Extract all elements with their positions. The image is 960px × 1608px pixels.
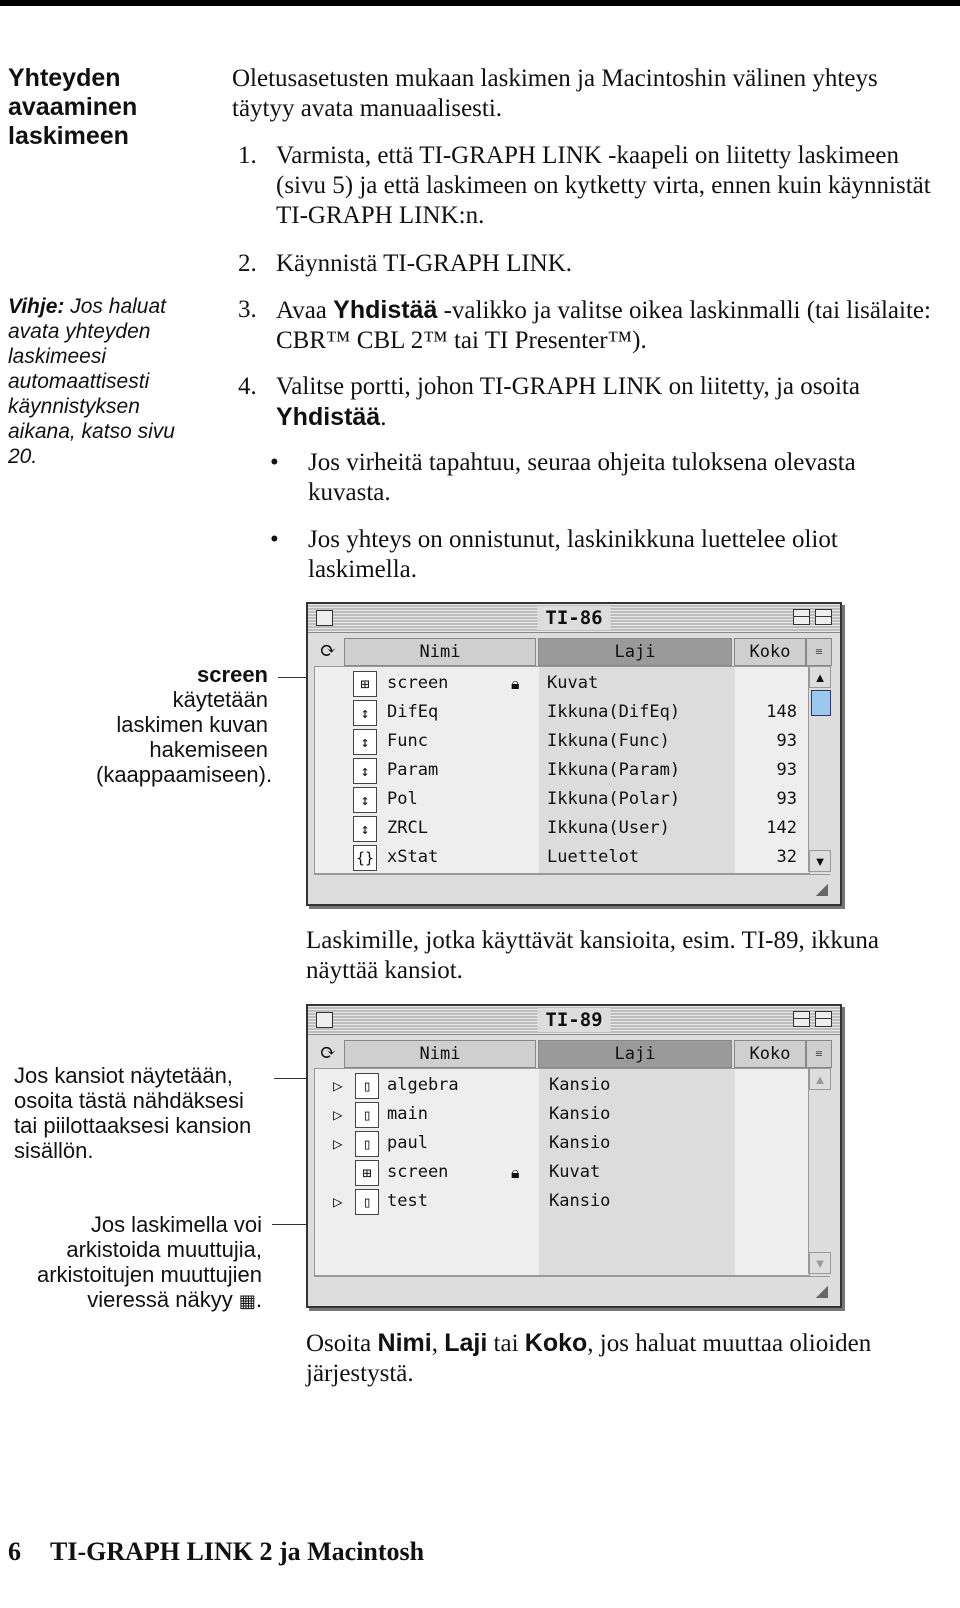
variable-file-icon: ↕ — [353, 700, 377, 726]
folder-icon: ▯ — [355, 1102, 379, 1128]
row-kind: Ikkuna(DifEq) — [547, 702, 681, 722]
row-name: test — [387, 1191, 428, 1211]
row-kind: Kansio — [549, 1104, 611, 1124]
bullet-icon: • — [270, 526, 279, 553]
menu-name: Yhdistää — [333, 296, 438, 324]
window-bottom-bar — [314, 1276, 830, 1301]
row-kind: Kansio — [549, 1133, 611, 1153]
zoom-box[interactable] — [793, 1011, 810, 1027]
row-size: 148 — [766, 702, 797, 722]
column-header-name[interactable]: Nimi — [344, 638, 536, 666]
row-kind: Ikkuna(Func) — [547, 731, 670, 751]
row-kind: Ikkuna(Polar) — [547, 789, 681, 809]
row-name: algebra — [387, 1075, 459, 1095]
refresh-icon[interactable]: ⟳ — [319, 1042, 337, 1064]
table-row[interactable] — [315, 669, 809, 698]
table-row[interactable] — [315, 1100, 809, 1129]
folder-icon: ▯ — [355, 1189, 379, 1215]
sort-size-label: Koko — [524, 1329, 588, 1357]
row-size: 142 — [766, 818, 797, 838]
column-header-kind[interactable]: Laji — [538, 638, 732, 666]
tip-text: Jos haluat avata yhteyden laskimeesi automaattisesti käynnistyksen aikana, katso sivu 20. — [8, 295, 175, 468]
folder-toggle-callout: Jos kansiot näytetään, osoita tästä nähdäksesi tai piilottaaksesi kansion sisällön. — [14, 1063, 252, 1163]
step-text: Valitse portti, johon TI-GRAPH LINK on liitetty, ja osoita Yhdistää. — [276, 373, 860, 431]
step-number: 3. — [238, 296, 257, 323]
row-name: Param — [387, 760, 439, 780]
scroll-down-arrow-icon[interactable]: ▼ — [809, 1252, 831, 1274]
step-number: 4. — [238, 373, 257, 400]
column-header-size[interactable]: Koko — [734, 638, 806, 666]
table-row[interactable] — [315, 1158, 809, 1187]
resize-grip-icon[interactable]: ◢ — [815, 881, 828, 898]
row-name: Func — [387, 731, 428, 751]
picture-file-icon: ⊞ — [355, 1160, 379, 1186]
row-name: paul — [387, 1133, 428, 1153]
vertical-scrollbar[interactable] — [808, 1068, 831, 1274]
archive-callout: Jos laskimella voi arkistoida muuttujia, arkistoitujen muuttujien vieressä näkyy ▦. — [36, 1212, 262, 1312]
screen-callout-text: käytetään laskimen kuvan hakemiseen (kaappaamiseen). — [96, 687, 273, 787]
folder-icon: ▯ — [355, 1131, 379, 1157]
sort-caption: Osoita Nimi, Laji tai Koko, jos haluat muuttaa olioiden järjestystä. — [306, 1329, 872, 1387]
table-row[interactable] — [315, 1187, 809, 1216]
collapse-box[interactable] — [815, 1011, 832, 1027]
intro-paragraph: Oletusasetusten mukaan laskimen ja Macintoshin välinen yhteys täytyy avata manuaalisesti. — [232, 65, 878, 122]
sort-order-icon[interactable]: ≡ — [806, 1040, 832, 1068]
screen-callout — [96, 662, 273, 787]
step-number: 1. — [238, 142, 257, 169]
section-heading: Yhteyden avaaminen laskimeen — [8, 64, 138, 150]
disclosure-triangle-icon[interactable]: ▷ — [333, 1192, 343, 1211]
row-name: xStat — [387, 847, 439, 867]
ti89-window[interactable] — [306, 1004, 842, 1308]
row-kind: Ikkuna(User) — [547, 818, 670, 838]
step-number: 2. — [238, 250, 257, 277]
step-text: Varmista, että TI-GRAPH LINK -kaapeli on liitetty laskimeen (sivu 5) ja että laskimeen on kytketty virta, ennen kuin käynnistät TI-GRAPH LINK:n. — [276, 142, 931, 229]
variable-file-icon: ⊞ — [353, 671, 377, 697]
tip-note — [8, 294, 178, 469]
bullet-item — [270, 448, 910, 508]
row-name: screen — [387, 673, 449, 693]
object-list[interactable] — [314, 666, 810, 874]
vertical-scrollbar[interactable] — [808, 666, 831, 872]
window-bottom-bar — [314, 874, 830, 899]
row-kind: Kansio — [549, 1075, 611, 1095]
variable-file-icon: ↕ — [353, 816, 377, 842]
step-text: Käynnistä TI-GRAPH LINK. — [276, 250, 573, 277]
row-name: main — [387, 1104, 428, 1124]
table-row[interactable] — [315, 698, 809, 727]
collapse-box[interactable] — [815, 609, 832, 625]
disclosure-triangle-icon[interactable]: ▷ — [333, 1105, 343, 1124]
step-2 — [238, 249, 938, 279]
refresh-icon[interactable]: ⟳ — [319, 640, 337, 662]
close-box[interactable] — [316, 1012, 333, 1028]
bullet-item — [270, 525, 910, 585]
archive-chip-icon: ▦ — [238, 1291, 256, 1311]
row-kind: Luettelot — [547, 847, 640, 867]
table-row[interactable] — [315, 785, 809, 814]
zoom-box[interactable] — [793, 609, 810, 625]
row-size: 93 — [776, 760, 797, 780]
column-header-kind[interactable]: Laji — [538, 1040, 732, 1068]
scroll-down-arrow-icon[interactable]: ▼ — [809, 850, 831, 872]
scroll-up-arrow-icon[interactable]: ▲ — [809, 666, 831, 688]
table-row[interactable] — [315, 756, 809, 785]
sort-kind-label: Laji — [444, 1329, 488, 1357]
variable-file-icon: ↕ — [353, 787, 377, 813]
top-rule — [0, 0, 960, 6]
table-row[interactable] — [315, 1071, 809, 1100]
step-text: Avaa Yhdistää -valikko ja valitse oikea laskinmalli (tai lisälaite: CBR™ CBL 2™ tai TI Presenter™). — [276, 296, 931, 354]
scroll-up-arrow-icon[interactable]: ▲ — [809, 1068, 831, 1090]
table-row[interactable] — [315, 814, 809, 843]
ti86-window[interactable] — [306, 602, 842, 906]
screen-callout-title: screen — [197, 662, 268, 687]
step-1 — [238, 141, 938, 231]
disclosure-triangle-icon[interactable]: ▷ — [333, 1134, 343, 1153]
row-kind: Kuvat — [547, 673, 599, 693]
disclosure-triangle-icon[interactable]: ▷ — [333, 1076, 343, 1095]
lock-icon: 🔒︎ — [511, 674, 520, 693]
window-titlebar[interactable] — [308, 1006, 840, 1035]
footer-title: TI-GRAPH LINK 2 ja Macintosh — [50, 1537, 425, 1566]
row-kind: Kuvat — [549, 1162, 601, 1182]
bullet-text: Jos yhteys on onnistunut, laskinikkuna luettelee oliot laskimella. — [308, 526, 838, 583]
sort-order-icon[interactable]: ≡ — [806, 638, 832, 666]
bullet-icon: • — [270, 449, 279, 476]
variable-file-icon: ↕ — [353, 758, 377, 784]
sort-name-label: Nimi — [377, 1329, 432, 1357]
table-row[interactable] — [315, 1129, 809, 1158]
archive-callout-text: Jos laskimella voi arkistoida muuttujia, arkistoitujen muuttujien vieressä näkyy — [36, 1212, 262, 1312]
scroll-thumb[interactable] — [811, 690, 831, 716]
variable-file-icon: {} — [353, 845, 377, 871]
folders-caption: Laskimille, jotka käyttävät kansioita, esim. TI-89, ikkuna näyttää kansiot. — [306, 927, 880, 984]
window-title: TI-89 — [537, 1008, 610, 1032]
row-name: DifEq — [387, 702, 439, 722]
variable-file-icon: ↕ — [353, 729, 377, 755]
resize-grip-icon[interactable]: ◢ — [815, 1283, 828, 1300]
row-name: ZRCL — [387, 818, 428, 838]
row-size: 32 — [776, 847, 797, 867]
window-titlebar[interactable] — [308, 604, 840, 633]
close-box[interactable] — [316, 610, 333, 626]
table-row[interactable] — [315, 727, 809, 756]
window-title: TI-86 — [537, 606, 610, 630]
folder-icon: ▯ — [355, 1073, 379, 1099]
row-name: Pol — [387, 789, 418, 809]
lock-icon: 🔒︎ — [511, 1163, 520, 1182]
step-4 — [238, 372, 938, 432]
column-header-size[interactable]: Koko — [734, 1040, 806, 1068]
step-3 — [238, 295, 938, 355]
row-size: 93 — [776, 789, 797, 809]
tip-label: Vihje: — [8, 295, 65, 318]
table-row[interactable] — [315, 843, 809, 872]
row-name: screen — [387, 1162, 449, 1182]
row-size: 93 — [776, 731, 797, 751]
object-list[interactable] — [314, 1068, 810, 1276]
menu-name: Yhdistää — [276, 403, 381, 431]
bullet-text: Jos virheitä tapahtuu, seuraa ohjeita tuloksena olevasta kuvasta. — [308, 449, 856, 506]
row-kind: Ikkuna(Param) — [547, 760, 681, 780]
column-header-name[interactable]: Nimi — [344, 1040, 536, 1068]
page-number: 6 — [8, 1537, 21, 1566]
row-kind: Kansio — [549, 1191, 611, 1211]
